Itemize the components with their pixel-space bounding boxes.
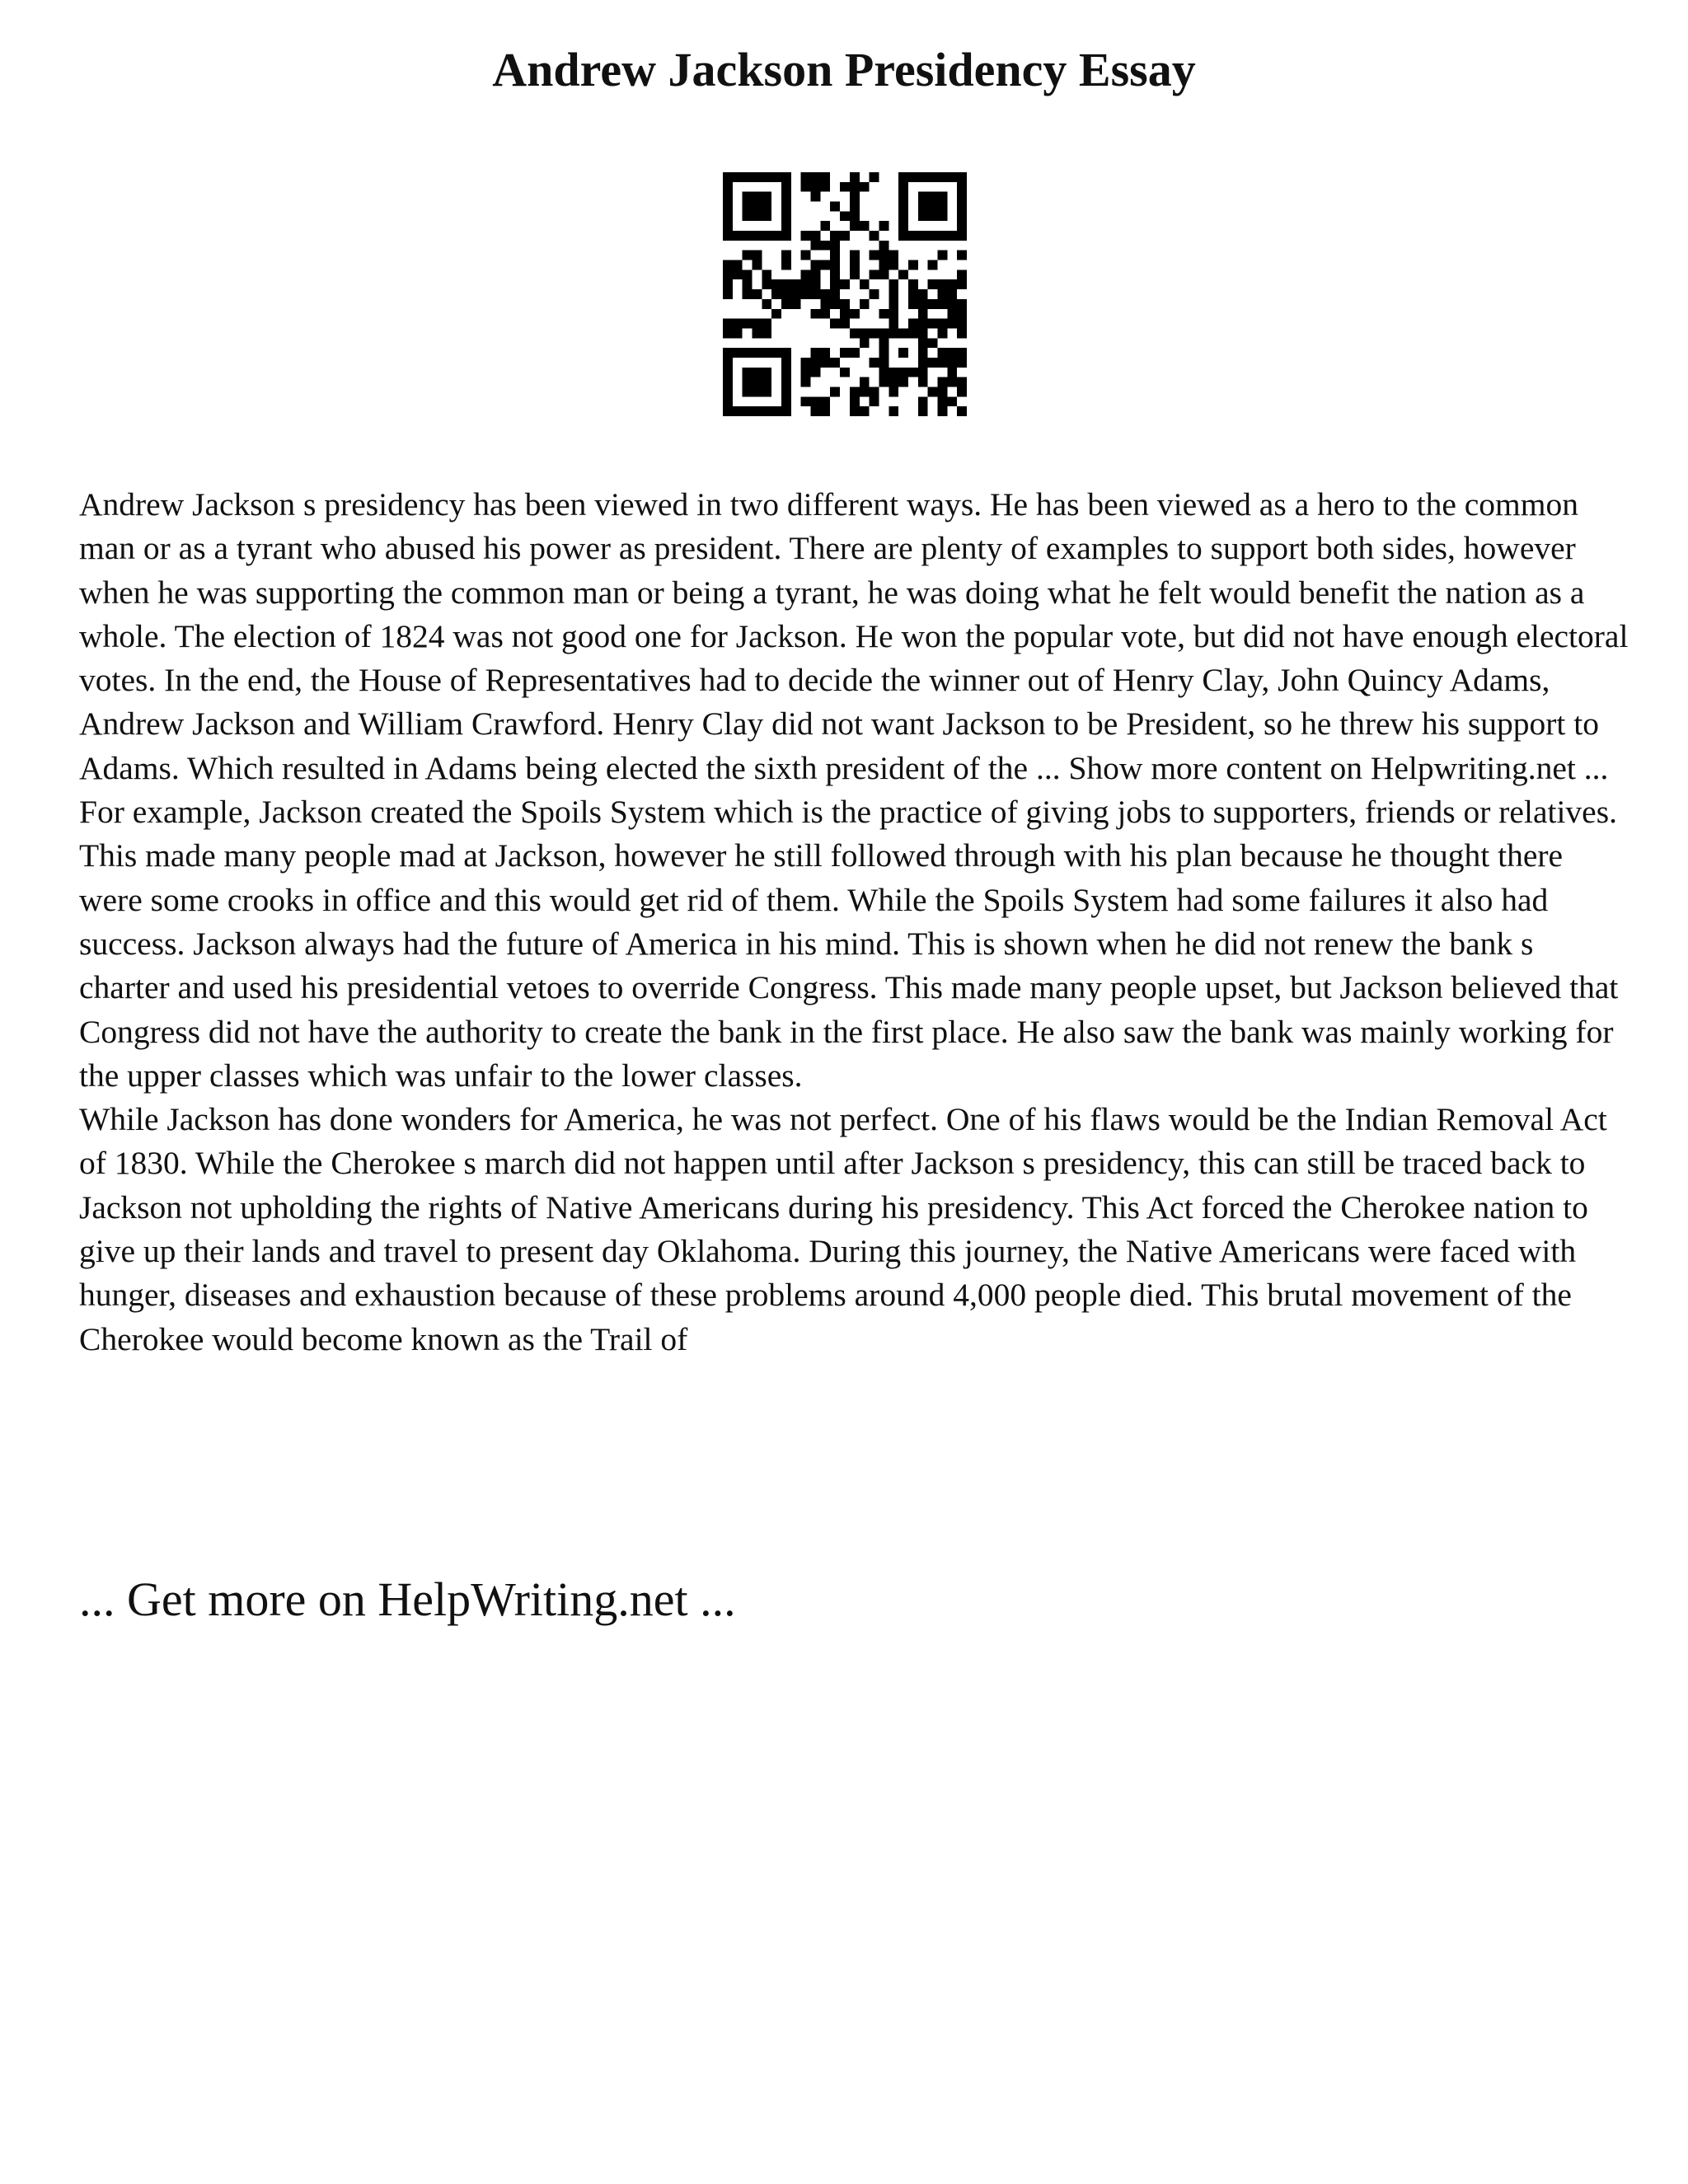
paragraph-2: For example, Jackson created the Spoils System which is the practice of giving jobs to supporters, friends or relatives. This made many people mad at Jackson, however he still followed through with his plan because he thought there were some crooks in office and this would get rid of them. While the Spoils System had some failures it also had success. Jackson always had the future of America in his mind. This is shown when he did not renew the bank s charter and used his presidential vetoes to override Congress. This made many people upset, but Jackson believed that Congress did not have the authority to create the bank in the first place. He also saw the bank was mainly working for the upper classes which was unfair to the lower classes.	[79, 794, 1619, 1094]
qr-code-icon	[723, 172, 967, 416]
page-title: Andrew Jackson Presidency Essay	[492, 43, 1196, 96]
essay-body	[79, 483, 1629, 1361]
paragraph-3: While Jackson has done wonders for America, he was not perfect. One of his flaws would be the Indian Removal Act of 1830. While the Cherokee s march did not happen until after Jackson s presidency, this can still be traced back to Jackson not upholding the rights of Native Americans during his presidency. This Act forced the Cherokee nation to give up their lands and travel to present day Oklahoma. During this journey, the Native Americans were faced with hunger, diseases and exhaustion because of these problems around 4,000 people died. This brutal movement of the Cherokee would become known as the Trail of	[79, 1101, 1607, 1357]
get-more-link[interactable]: ... Get more on HelpWriting.net ...	[79, 1572, 736, 1626]
paragraph-1: Andrew Jackson s presidency has been viewed in two different ways. He has been viewed as a hero to the common man or as a tyrant who abused his power as president. There are plenty of examples to support both sides, however when he was supporting the common man or being a tyrant, he was doing what he felt would benefit the nation as a whole. The election of 1824 was not good one for Jackson. He won the popular vote, but did not have enough electoral votes. In the end, the House of Representatives had to decide the winner out of Henry Clay, John Quincy Adams, Andrew Jackson and William Crawford. Henry Clay did not want Jackson to be President, so he threw his support to Adams. Which resulted in Adams being elected the sixth president of the ... Show more content on Helpwriting.net ...	[79, 486, 1629, 786]
